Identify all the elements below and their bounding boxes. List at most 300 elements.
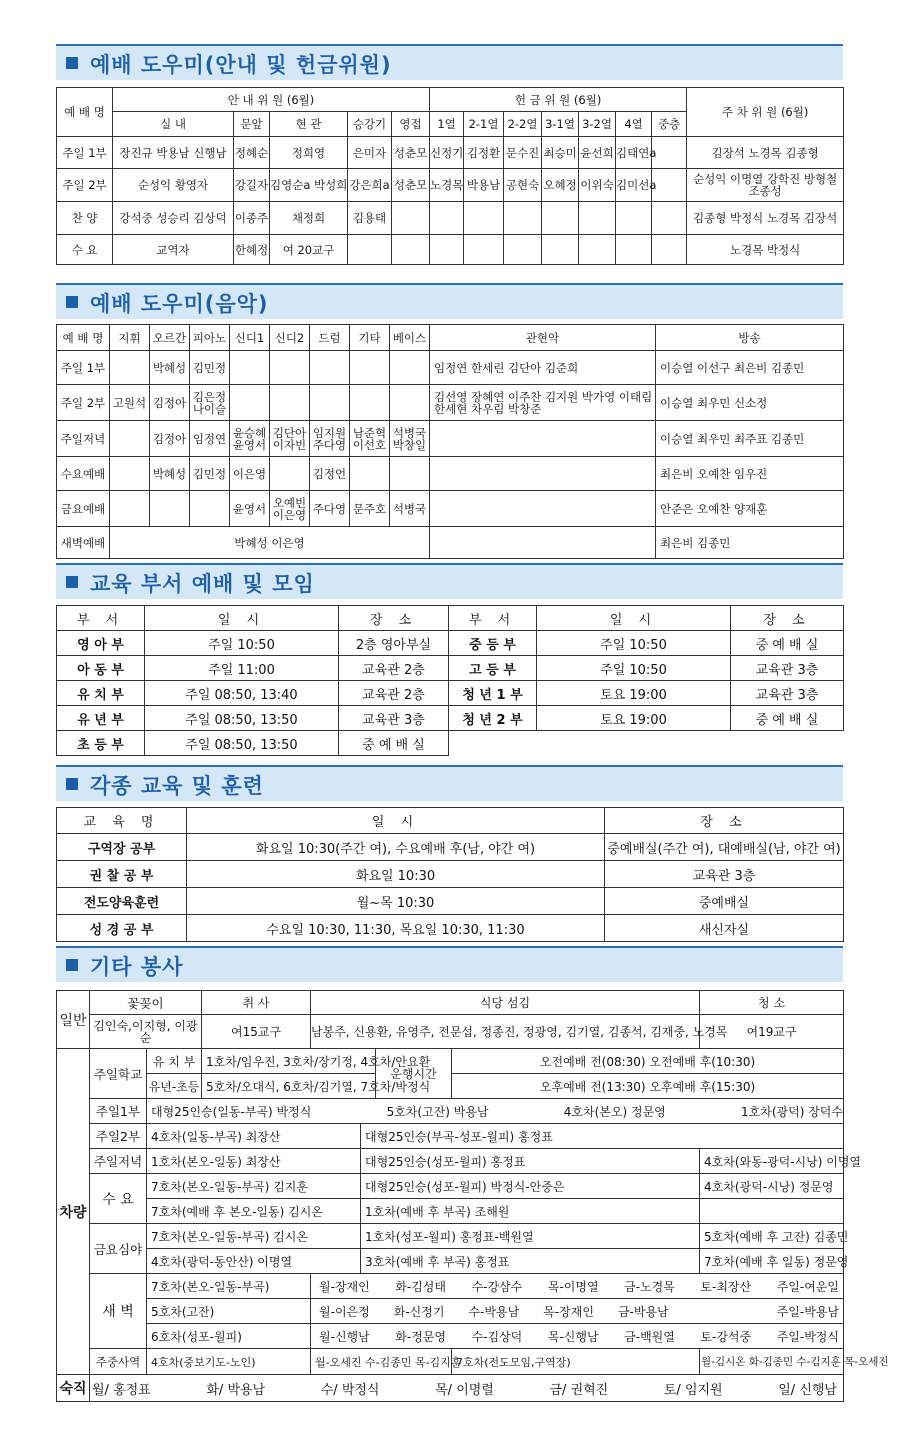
cell: 김장석 노경목 김종형 [687, 137, 844, 169]
cell: 성춘모 [392, 137, 430, 169]
duty: 월-장재인 [319, 1279, 370, 1294]
cell: 윤승혜 윤영서 [230, 421, 270, 457]
sub-header: 승강기 [348, 112, 392, 137]
square-bullet-icon [66, 576, 78, 588]
cell [390, 457, 430, 491]
cell: 이위숙 [579, 169, 616, 202]
cell [504, 235, 542, 265]
other-service-table [56, 990, 889, 1402]
cell: 노경목 박정식 [687, 235, 844, 265]
table-row [57, 861, 844, 888]
cell: 교육관 3층 [605, 861, 844, 888]
section-title: 기타 봉사 [90, 955, 184, 979]
cell [348, 235, 392, 265]
cell: 교역자 [113, 235, 234, 265]
cell [652, 202, 687, 235]
table-row [57, 1124, 844, 1149]
cell: 1호차(예배 후 부곡) 조해원 [361, 1199, 700, 1224]
header-cell: 일 시 [187, 808, 605, 834]
cell [542, 202, 579, 235]
cell [90, 1375, 844, 1402]
cell: 이종주 [234, 202, 270, 235]
cell [311, 1274, 844, 1299]
cell: 5호차(예배 후 고잔) 김종민 [700, 1224, 844, 1249]
cell [230, 351, 270, 385]
cell: 5호차/오대식, 6호차/김기열, 7호차/박정식 [202, 1074, 376, 1099]
cell: 7호차(전도모임,구역장) [452, 1349, 700, 1375]
sub-header: 2-1열 [464, 112, 504, 137]
table-row [57, 706, 844, 731]
cell: 새신자실 [605, 915, 844, 942]
table-row [57, 169, 844, 202]
cell: 윤영서 [230, 491, 270, 527]
table-row [57, 1299, 844, 1324]
cell: 주일 08:50, 13:40 [145, 681, 339, 706]
cell: 월~목 10:30 [187, 888, 605, 915]
cell: 임정연 [190, 421, 230, 457]
cell: 임지원 주다영 [310, 421, 350, 457]
duty: 화-김성태 [395, 1279, 446, 1294]
cell: 주일 11:00 [145, 656, 339, 681]
row-label: 주일저녁 [90, 1149, 147, 1174]
duty: 화-정문영 [395, 1329, 446, 1344]
cell: 노경목 [430, 169, 464, 202]
cell: 오전예배 전(08:30) 오전예배 후(10:30) [452, 1049, 844, 1074]
cell: 1호차(성포-월피) 홍정표-백원열 [361, 1224, 700, 1249]
duty: 화-신정기 [393, 1304, 445, 1319]
cell [310, 351, 350, 385]
cell: 대형25인승(성포-월피) 홍정표 [361, 1149, 700, 1174]
cell [392, 235, 430, 265]
header-cell: 기타 [350, 325, 390, 351]
cell: 수 요 [57, 235, 113, 265]
table-row [57, 1049, 844, 1074]
cell: 교육관 3층 [731, 681, 844, 706]
table-row [57, 1015, 844, 1049]
cell [110, 491, 150, 527]
cell: 4호차(광덕-동안산) 이명열 [147, 1249, 361, 1274]
header-cell: 피아노 [190, 325, 230, 351]
sub-header: 3-2열 [579, 112, 616, 137]
header-cell: 장 소 [339, 606, 449, 631]
table-row [57, 888, 844, 915]
cell: 주일 2부 [57, 385, 110, 421]
cell [652, 235, 687, 265]
table-row [57, 385, 844, 421]
cell: 김단아 이자빈 [270, 421, 310, 457]
cell: 이승열 최우민 최주표 김종민 [656, 421, 844, 457]
header-cell: 방송 [656, 325, 844, 351]
table-row [57, 202, 844, 235]
cell: 김정아 [150, 421, 190, 457]
route: 대형25인승(일동-부곡) 박정식 [151, 1104, 312, 1119]
square-bullet-icon [66, 57, 78, 69]
duty: 금-노경목 [624, 1279, 675, 1294]
table-row [57, 1375, 844, 1402]
general-label: 일반 [57, 991, 90, 1049]
sub-header: 2-2열 [504, 112, 542, 137]
cell: 초 등 부 [57, 731, 145, 756]
cell: 수요일 10:30, 11:30, 목요일 10:30, 11:30 [187, 915, 605, 942]
row-label: 주일학교 [90, 1049, 147, 1099]
table-row [57, 457, 844, 491]
cell: 중 예 배 실 [339, 731, 449, 756]
duty: 주일-박정식 [776, 1329, 839, 1344]
header-cell: 일 시 [145, 606, 339, 631]
cell [150, 491, 190, 527]
cell [147, 1099, 844, 1124]
cell: 주다영 [310, 491, 350, 527]
cell [579, 235, 616, 265]
header-cell: 장 소 [605, 808, 844, 834]
table-row [57, 1149, 844, 1174]
night-duty-label: 숙직 [57, 1375, 90, 1402]
cell: 주일 08:50, 13:50 [145, 731, 339, 756]
cell: 최은비 김종민 [656, 527, 844, 559]
cell [230, 385, 270, 421]
cell: 성춘모 [392, 169, 430, 202]
cell [430, 457, 656, 491]
section-title: 교육 부서 예배 및 모임 [90, 572, 315, 596]
table-row [57, 834, 844, 861]
cell: 7호차(예배 후 일동) 정문영 [700, 1249, 844, 1274]
cell: 오예빈 이은영 [270, 491, 310, 527]
cell: 강석중 성승리 김상덕 [113, 202, 234, 235]
cell: 정혜순 [234, 137, 270, 169]
cell [430, 202, 464, 235]
cell: 한혜정 [234, 235, 270, 265]
cell [390, 351, 430, 385]
cell: 중 예 배 실 [731, 631, 844, 656]
header-cell: 식당 섬김 [311, 991, 700, 1015]
duty: 월/ 홍정표 [92, 1382, 151, 1398]
duty: 토-강석중 [700, 1329, 752, 1344]
edu-depts-table [56, 605, 844, 756]
table-row [57, 731, 844, 756]
cell: 7호차(본오-일동-부곡) [147, 1274, 311, 1299]
duty: 수-강삼수 [471, 1279, 523, 1294]
duty: 토-최장산 [700, 1279, 752, 1294]
cell: 주일저녁 [57, 421, 110, 457]
cell: 은미자 [348, 137, 392, 169]
cell: 오혜정 [542, 169, 579, 202]
cell: 김인숙,이지형, 이광순 [90, 1015, 202, 1049]
duty: 화/ 박용남 [206, 1382, 266, 1398]
table-row [57, 681, 844, 706]
cell: 주일 10:50 [145, 631, 339, 656]
duty: 금/ 권혁진 [549, 1382, 609, 1398]
table-row [57, 421, 844, 457]
sub-header: 실 내 [113, 112, 234, 137]
cell: 채정희 [270, 202, 348, 235]
cell: 박혜성 [150, 351, 190, 385]
cell [430, 491, 656, 527]
table-row [57, 1199, 844, 1224]
section-header-training [56, 765, 843, 801]
cell [652, 169, 687, 202]
cell: 토요 19:00 [537, 681, 731, 706]
cell: 김민정 [190, 351, 230, 385]
duty: 목-신행남 [547, 1329, 599, 1344]
header-cell: 드럼 [310, 325, 350, 351]
empty-cell [449, 731, 844, 756]
duty: 수-박용남 [468, 1304, 520, 1319]
cell: 김선영 장혜연 이주찬 김지원 박가영 이태림 한세현 차우림 박창준 [430, 385, 656, 421]
cell: 주일 1부 [57, 137, 113, 169]
duty: 목/ 이명렬 [435, 1382, 494, 1398]
header-cell: 일 시 [537, 606, 731, 631]
table-header-row [57, 325, 844, 351]
table-row [57, 1099, 844, 1124]
table-row [57, 1224, 844, 1249]
header-cell: 예 배 명 [57, 325, 110, 351]
cell: 전도양육훈련 [57, 888, 187, 915]
cell [190, 491, 230, 527]
cell: 강은희a [348, 169, 392, 202]
cell: 중예배실(주간 여), 대예배실(남, 야간 여) [605, 834, 844, 861]
cell: 김정환 [464, 137, 504, 169]
cell: 오후예배 전(13:30) 오후예배 후(15:30) [452, 1074, 844, 1099]
cell: 4호차(일동-부곡) 최장산 [147, 1124, 361, 1149]
header-parking: 주 차 위 원 (6월) [687, 88, 844, 137]
cell: 순성익 황영자 [113, 169, 234, 202]
cell: 1호차(본오-일동) 최장산 [147, 1149, 361, 1174]
cell: 유 년 부 [57, 706, 145, 731]
cell: 아 동 부 [57, 656, 145, 681]
cell: 이승열 최우민 신소정 [656, 385, 844, 421]
vehicle-label: 차량 [57, 1049, 90, 1375]
cell: 4호차(와동-광덕-시낭) 이명열 [700, 1149, 844, 1174]
cell: 김종형 박정식 노경목 김장석 [687, 202, 844, 235]
header-cell: 오르간 [150, 325, 190, 351]
cell [311, 1299, 844, 1324]
cell: 임정연 한세린 김단아 김준희 [430, 351, 656, 385]
section-header-music [56, 283, 843, 319]
cell: 김정아 [150, 385, 190, 421]
cell: 4호차(중보기도-노인) [147, 1349, 311, 1375]
cell: 유 치 부 [147, 1049, 202, 1074]
duty: 목-이명열 [547, 1279, 599, 1294]
duty: 일/ 신행남 [778, 1382, 837, 1398]
duty: 토/ 임지원 [663, 1382, 723, 1398]
table-row [57, 235, 844, 265]
cell: 문주호 [350, 491, 390, 527]
cell: 박용남 [464, 169, 504, 202]
row-label: 새 벽 [90, 1274, 147, 1349]
empty-cell [700, 1199, 844, 1224]
cell: 교육관 2층 [339, 681, 449, 706]
table-row [57, 991, 844, 1015]
cell: 중예배실 [605, 888, 844, 915]
cell: 고 등 부 [449, 656, 537, 681]
table-row [57, 1324, 844, 1349]
cell: 구역장 공부 [57, 834, 187, 861]
table-row [57, 656, 844, 681]
header-cell: 취 사 [202, 991, 311, 1015]
table-header-row [57, 606, 844, 631]
duty [693, 1303, 753, 1320]
square-bullet-icon [66, 296, 78, 308]
cell [110, 351, 150, 385]
cell [616, 235, 652, 265]
cell: 유 치 부 [57, 681, 145, 706]
cell: 김은정 나이슬 [190, 385, 230, 421]
cell: 윤선희 [579, 137, 616, 169]
cell: 김영순a 박성희 [270, 169, 348, 202]
header-cell: 장 소 [731, 606, 844, 631]
table-row [57, 1349, 844, 1375]
cell: 교육관 3층 [731, 656, 844, 681]
cell: 청 년 2 부 [449, 706, 537, 731]
cell: 대형25인승(부곡-성포-월피) 홍정표 [361, 1124, 844, 1149]
section-title: 각종 교육 및 훈련 [90, 774, 264, 798]
cell: 교육관 2층 [339, 656, 449, 681]
header-cell: 신디1 [230, 325, 270, 351]
cell: 3호차(예배 후 부곡) 홍정표 [361, 1249, 700, 1274]
duty: 금-박용남 [617, 1304, 669, 1319]
table-row [57, 137, 844, 169]
cell: 고원석 [110, 385, 150, 421]
cell: 김민정 [190, 457, 230, 491]
cell: 문수진 [504, 137, 542, 169]
cell: 5호차(고잔) [147, 1299, 311, 1324]
cell: 7호차(예배 후 본오-일동) 김시온 [147, 1199, 361, 1224]
cell: 순성익 이명열 강학진 방형철 조종성 [687, 169, 844, 202]
duty: 월-이은정 [319, 1304, 370, 1319]
row-label: 주중사역 [90, 1349, 147, 1375]
cell: 4호차(광덕-시낭) 정문영 [700, 1174, 844, 1199]
table-row [57, 527, 844, 559]
cell [390, 385, 430, 421]
cell: 화요일 10:30(주간 여), 수요예배 후(남, 야간 여) [187, 834, 605, 861]
sub-header: 중층 [652, 112, 687, 137]
cell: 박혜성 [150, 457, 190, 491]
cell: 7호차(본오-일동-부곡) 김지훈 [147, 1174, 361, 1199]
route: 1호차(광덕) 장덕수 [741, 1104, 843, 1119]
cell [110, 421, 150, 457]
row-label: 금요심야 [90, 1224, 147, 1274]
row-label: 운행시간 [376, 1049, 452, 1099]
cell [652, 137, 687, 169]
cell [430, 235, 464, 265]
route: 5호차(고잔) 박용남 [386, 1104, 489, 1119]
cell [310, 385, 350, 421]
square-bullet-icon [66, 778, 78, 790]
cell: 남봉주, 신용환, 유영주, 전문섭, 정종진, 정광영, 김기열, 김종석, 김재중, 노경목 [311, 1015, 700, 1049]
duty: 주일-박용남 [776, 1304, 840, 1319]
section-title: 예배 도우미(안내 및 헌금위원) [90, 53, 392, 77]
table-row [57, 1274, 844, 1299]
table-row [57, 631, 844, 656]
row-label: 주일1부 [90, 1099, 147, 1124]
duty: 목-장재인 [543, 1304, 594, 1319]
cell [464, 202, 504, 235]
cell [542, 235, 579, 265]
cell: 박혜성 이은영 [110, 527, 430, 559]
route: 4호차(본오) 정문영 [563, 1104, 666, 1119]
cell [392, 202, 430, 235]
cell: 월-오세진 수-김종민 목-김지훈 [311, 1349, 452, 1375]
cell: 공현숙 [504, 169, 542, 202]
cell: 2층 영아부실 [339, 631, 449, 656]
cell: 장진규 박용남 신행남 [113, 137, 234, 169]
cell [504, 202, 542, 235]
cell: 성 경 공 부 [57, 915, 187, 942]
cell [616, 202, 652, 235]
cell [270, 351, 310, 385]
cell: 정희영 [270, 137, 348, 169]
header-cell: 교 육 명 [57, 808, 187, 834]
header-cell: 관현악 [430, 325, 656, 351]
cell: 김미선a [616, 169, 652, 202]
cell: 1호차/임우진, 3호차/장기정, 4호차/안요환 [202, 1049, 376, 1074]
cell: 대형25인승(성포-월피) 박정식-안중은 [361, 1174, 700, 1199]
cell [350, 351, 390, 385]
row-label: 주일2부 [90, 1124, 147, 1149]
cell: 수요예배 [57, 457, 110, 491]
header-cell: 부 서 [449, 606, 537, 631]
header-cell: 꽃꽂이 [90, 991, 202, 1015]
duty: 금-백원열 [624, 1329, 675, 1344]
header-cell: 지휘 [110, 325, 150, 351]
cell: 김용태 [348, 202, 392, 235]
table-row [57, 915, 844, 942]
table-header-row [57, 808, 844, 834]
cell: 석병국 [390, 491, 430, 527]
cell [270, 385, 310, 421]
cell: 석병국 박창일 [390, 421, 430, 457]
section-header-edu-depts [56, 563, 843, 599]
cell: 화요일 10:30 [187, 861, 605, 888]
cell: 최승미 [542, 137, 579, 169]
cell: 주일 10:50 [537, 631, 731, 656]
cell: 주일 1부 [57, 351, 110, 385]
square-bullet-icon [66, 959, 78, 971]
cell: 유년-초등 [147, 1074, 202, 1099]
cell: 김태연a [616, 137, 652, 169]
cell: 6호차(성포-월피) [147, 1324, 311, 1349]
duty: 수-김상덕 [471, 1329, 523, 1344]
section-header-worship-helpers [56, 44, 843, 80]
cell [311, 1324, 844, 1349]
cell: 이승열 이선구 최은비 김종민 [656, 351, 844, 385]
cell: 청 년 1 부 [449, 681, 537, 706]
section-title: 예배 도우미(음악) [90, 292, 269, 316]
cell: 교육관 3층 [339, 706, 449, 731]
header-cell: 부 서 [57, 606, 145, 631]
cell [430, 421, 656, 457]
cell: 영 아 부 [57, 631, 145, 656]
cell: 주일 10:50 [537, 656, 731, 681]
header-guide: 안 내 위 원 (6월) [113, 88, 430, 112]
table-row [57, 1249, 844, 1274]
section-header-other-service [56, 946, 843, 982]
sub-header: 현 관 [270, 112, 348, 137]
cell [350, 385, 390, 421]
duty: 수/ 박정식 [320, 1382, 380, 1398]
cell: 7호차(본오-일동-부곡) 김시온 [147, 1224, 361, 1249]
cell [430, 527, 656, 559]
sub-header: 문앞 [234, 112, 270, 137]
header-cell: 베이스 [390, 325, 430, 351]
cell: 최은비 오예찬 임우진 [656, 457, 844, 491]
row-label: 수 요 [90, 1174, 147, 1224]
training-table [56, 807, 844, 942]
cell: 중 등 부 [449, 631, 537, 656]
cell: 토요 19:00 [537, 706, 731, 731]
cell: 권 찰 공 부 [57, 861, 187, 888]
header-offering: 헌 금 위 원 (6월) [430, 88, 687, 112]
